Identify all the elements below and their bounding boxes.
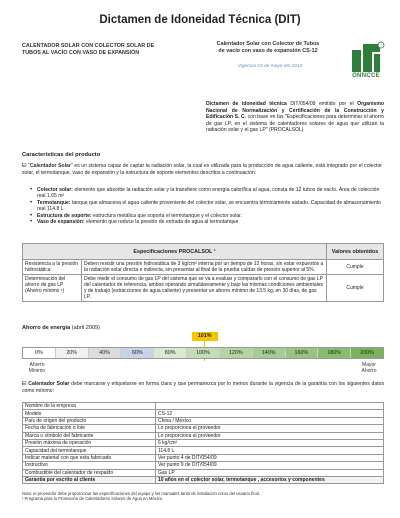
organismo-name: Organismo Nacional de Normalización y Certificación de la Construcción y Edificación S. C.	[206, 101, 384, 121]
labeling-pre: El	[22, 381, 29, 387]
scale-step: 60%	[121, 348, 154, 358]
maximum-savings-label	[354, 362, 384, 374]
list-item-term: Termotanque:	[37, 199, 71, 206]
onncce-logo-text: ONNCCE	[352, 73, 380, 79]
validity-date: Vigencia 15 de mayo del 2010	[237, 64, 303, 69]
scale-step: 180%	[318, 348, 351, 358]
spec-description: Deben resistir una presión hidrostática de 3 kg/cm² interna por un tiempo de 12 horas, sin estar expuestos a la radiación solar directa e indirecta, sin presentar al final de la prueba caídas de presión superior al 5%.	[82, 260, 327, 275]
field-name: Modelo	[23, 410, 156, 417]
list-item-term: Estructura de soporte:	[37, 212, 92, 219]
field-value: Gas LP	[156, 469, 384, 476]
field-value: 114.8 L	[156, 447, 384, 454]
footnote-note: Nota: el proveedor debe proporcionar las especificaciones del equipo y los manuales tanto de instalación como del usuario final.	[22, 491, 260, 496]
table-header-row	[23, 244, 384, 260]
table-row	[23, 425, 384, 432]
scale-step: 120%	[220, 348, 253, 358]
field-name: Capacidad del termotanque	[23, 447, 156, 454]
field-name: País de origen del producto	[23, 417, 156, 424]
labeling-data-table	[22, 402, 384, 484]
field-value: China / México	[156, 417, 384, 424]
field-name: Garantía por escrito al cliente	[23, 476, 156, 483]
spec-name: Determinación del ahorro de gas LP (Ahorro mínimo ¹)	[23, 275, 82, 302]
table-row	[23, 275, 384, 302]
product-heading-line-1: CALENTADOR SOLAR CON COLECTOR SOLAR DE	[22, 43, 155, 49]
table-row	[23, 462, 384, 469]
list-item-term: Colector solar:	[37, 187, 73, 193]
field-name: Indicar material con que esta fabricado	[23, 454, 156, 461]
section-title: Características del producto	[22, 152, 101, 158]
table-row	[23, 410, 384, 417]
list-item	[30, 187, 382, 200]
field-value: 6 kg/cm²	[156, 439, 384, 446]
labeling-product: Calentador Solar	[28, 381, 70, 387]
field-name: Fecha de fabricación o lote	[23, 425, 156, 432]
field-value: Ver punto 4 de DIT/054/09	[156, 454, 384, 461]
field-name: Presión máxima de operación	[23, 439, 156, 446]
product-heading	[22, 43, 202, 57]
field-value: 10 años en el colector solar, termotanque , accesorios y componentes	[156, 476, 384, 483]
maximum-savings-line-1: Mayor	[362, 362, 376, 368]
footnote-program: ¹ Programa para la Promoción de Calentadores Solares de Agua en México.	[22, 496, 164, 502]
table-row	[23, 260, 384, 275]
table-row	[23, 403, 384, 410]
onncce-logo	[346, 40, 386, 82]
product-model-line-1: Calentador Solar con Colector de Tubos	[216, 41, 320, 47]
dictamen-number: DIT/054/09 emitido por el	[286, 101, 358, 107]
intro-paragraph	[22, 163, 382, 176]
list-item-desc: estructura metálica que soporta el termotanque y el colector solar.	[91, 212, 242, 219]
scale-step: 160%	[286, 348, 319, 358]
minimum-savings-line-1: Ahorro	[29, 362, 45, 368]
scale-step: 0%	[23, 348, 56, 358]
list-item-desc: elemento que absorbe la radiación solar y la transfiere como energía calorífica al agua, consta de 12 tubos de vacío. Área de colección real 1,65 m²	[37, 187, 380, 200]
spec-value: Cumple	[327, 260, 384, 275]
savings-marker: 101%	[192, 332, 218, 341]
footnote	[22, 491, 384, 502]
dictamen-basis: con base en las "Especificaciones para determinar el ahorro de gas LP, en el sistema de calentadores solares de agua que utilizan la radiación solar y el gas LP" (PROCALSOL)	[206, 114, 384, 134]
field-value: Lo proporciona el proveedor	[156, 432, 384, 439]
field-value: Ver punto 9 de DIT/054/09	[156, 462, 384, 469]
list-item	[30, 200, 382, 213]
field-value	[156, 403, 384, 410]
maximum-savings-line-2: Ahorro	[361, 368, 377, 374]
table-row	[23, 476, 384, 483]
field-name: Combustible del calentador de respaldo	[23, 469, 156, 476]
minimum-savings-label	[22, 362, 52, 374]
table-row	[23, 454, 384, 461]
product-heading-line-2: TUBOS AL VACÍO CON VASO DE EXPANSIÓN	[22, 50, 140, 56]
energy-savings-date: (abril 2009)	[70, 325, 101, 331]
intro-post: " es un sistema capaz de captar la radiación solar, la cual es utilizada para la producción de agua caliente, está integrado por el colector solar, el termotanque, vaso de expansión y la estructura de soporte elementos descritos a continuación:	[22, 163, 382, 176]
table-row	[23, 417, 384, 424]
list-item-desc: elemento que reduce la presión de entrada de agua al termotanque	[84, 219, 239, 226]
table-row	[23, 439, 384, 446]
energy-savings-title	[22, 325, 100, 331]
scale-step: 80%	[154, 348, 187, 358]
table-row	[23, 447, 384, 454]
scale-step: 200%	[351, 348, 383, 358]
scale-step: 40%	[89, 348, 122, 358]
values-header: Valores obtenidos	[327, 244, 384, 260]
table-row	[23, 432, 384, 439]
field-value: CS-12	[156, 410, 384, 417]
list-item-desc: tanque que almacena el agua caliente proveniente del colector solar, se encuentra térmicamente aislado. Capacidad de almacenamiento real 114.8 L	[37, 199, 381, 213]
field-name: Nombre de la empresa	[23, 403, 156, 410]
spec-value: Cumple	[327, 275, 384, 302]
table-row	[23, 469, 384, 476]
scale-step: 140%	[253, 348, 286, 358]
labeling-post: debe marcarse y etiquetarse en forma clara y que permanezca por lo menos durante la vigencia de la garantía con los siguientes datos como mínimo:	[22, 381, 384, 394]
field-name: Marca o símbolo del fabricante	[23, 432, 156, 439]
scale-step: 100%	[187, 348, 220, 358]
component-list	[30, 187, 382, 225]
intro-pre: El "	[22, 163, 30, 169]
scale-step: 20%	[56, 348, 89, 358]
labeling-paragraph	[22, 381, 384, 394]
energy-savings-label: Ahorro de energía	[22, 325, 71, 331]
page-title: Dictamen de Idoneidad Técnica (DIT)	[99, 14, 301, 26]
intro-product: Calentador Solar	[29, 163, 71, 169]
list-item	[30, 219, 382, 225]
dictamen-paragraph	[206, 101, 384, 134]
field-name: Instructivo	[23, 462, 156, 469]
product-model-line-2: de vacío con vaso de expansión CS-12	[218, 48, 318, 54]
dictamen-label: Dictamen de idoneidad técnica	[206, 101, 287, 107]
spec-description: Debe medir el consumo de gas LP del sistema que se va a evaluar y compararlo con el consumo de gas LP del calentador de referencia, ambos operando simultáneamente y bajo las mismas condiciones ambientales y de trabajo (extracciones de agua caliente) y presentar un ahorro mínimo de 13.5 kg, en 30 días, de gas LP.	[82, 275, 327, 302]
spec-header: Especificaciones PROCALSOL ¹	[23, 244, 327, 260]
product-model-heading	[198, 41, 338, 55]
list-item-term: Vaso de expansión:	[37, 219, 85, 226]
savings-scale	[22, 347, 384, 359]
specifications-table	[22, 243, 384, 302]
spec-name: Resistencia a la presión hidrostática	[23, 260, 82, 275]
field-value: Lo proporciona el proveedor	[156, 425, 384, 432]
minimum-savings-line-2: Mínimo	[28, 368, 46, 374]
